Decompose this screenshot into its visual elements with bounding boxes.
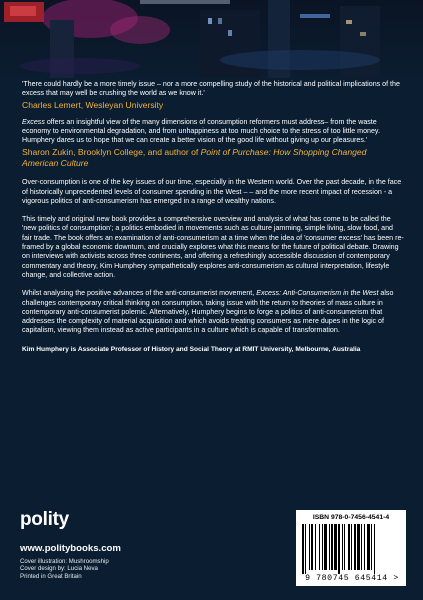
cover-photo: [0, 0, 423, 78]
isbn-barcode: [296, 510, 406, 586]
review-quote-2: [22, 118, 404, 146]
publisher-logo: polity: [20, 509, 69, 530]
description-paragraph-2: This timely and original new book provides a comprehensive overview and analysis of what has come to be called the 'new politics of consumption'; a politics embodied in movements such as culture jamming, simple living, slow food, and fair trade. The book offers an examination of anti-consumerism at a time when the idea of 'consumer excess' has been re-framed by a global economic downturn, and crucially explores what this means for the future of political debate. Drawing on interviews with activists across three continents, and offering a refreshingly accessible discussion of contemporary commentary and theory, Kim Humphery sympathetically explores anti-consumerism as cultural interpretation, lifestyle change, and collective action.: [22, 215, 404, 279]
barcode-digits: 9 780745 645414 >: [305, 574, 399, 583]
review-quote-1: 'There could hardly be a more timely issue – nor a more compelling study of the historical and political implications of the excess that may well be crushing the world as we know it.': [22, 80, 400, 98]
barcode-bars-icon: [302, 524, 400, 574]
back-cover-text: [22, 80, 404, 354]
credit-illustration: Cover illustration: Mushroomship: [20, 558, 109, 565]
cover-credits: [20, 558, 109, 580]
book-title-italic: Excess: [22, 117, 45, 126]
review-attribution-1: Charles Lemert, Wesleyan University: [22, 100, 164, 111]
review-attribution-2-book: Point of Purchase: How Shopping Changed American Culture: [22, 147, 367, 168]
isbn-label: ISBN 978-0-7456-4541-4: [312, 514, 390, 521]
publisher-website: www.politybooks.com: [20, 543, 121, 554]
credit-design: Cover design by: Lucia Neva: [20, 565, 98, 573]
review-attribution-2: [22, 147, 404, 168]
description-paragraph-3-start: Whilst analysing the positive advances of the anti-consumerist movement,: [22, 289, 257, 298]
description-paragraph-3-title: Excess: Anti-Consumerism in the West: [256, 289, 379, 298]
review-quote-2-body: offers an insightful view of the many dimensions of consumption reformers must address– from the waste economy to environmental degradation, and from unhappiness at too much choice to the stress of too little money. Humphery dares us to hope that we can create a better vision of the good life without giving up our pleasures.': [22, 117, 380, 145]
credit-printed: Printed in Great Britain: [20, 572, 82, 580]
description-paragraph-1: Over-consumption is one of the key issues of our time, especially in the Western world. Over the past decade, in the face of historically unprecedented levels of consumer spending in the West – – and the more recent impact of recession - a vigorous politics of anti-consumerism has emerged in a range of wealthy nations.: [22, 178, 402, 205]
description-paragraph-3: [22, 289, 404, 335]
author-bio: Kim Humphery is Associate Professor of History and Social Theory at RMIT University, Melbourne, Australia: [22, 345, 361, 353]
description-paragraph-3-end: also challenges contemporary critical thinking on consumption, taking issue with the return to theories of mass culture in contemporary anti-consumerist polemic. Alternatively, Humphery begins to forge a politics of anti-consumerism that addresses the complexity of material acquisition and which avoids treating consumers as mere dupes in the logic of capitalism, viewing them instead as active participants in a culture which is capable of transformation.: [22, 289, 394, 335]
review-attribution-2-prefix: Sharon Zukin, Brooklyn College, and author of: [22, 147, 201, 158]
